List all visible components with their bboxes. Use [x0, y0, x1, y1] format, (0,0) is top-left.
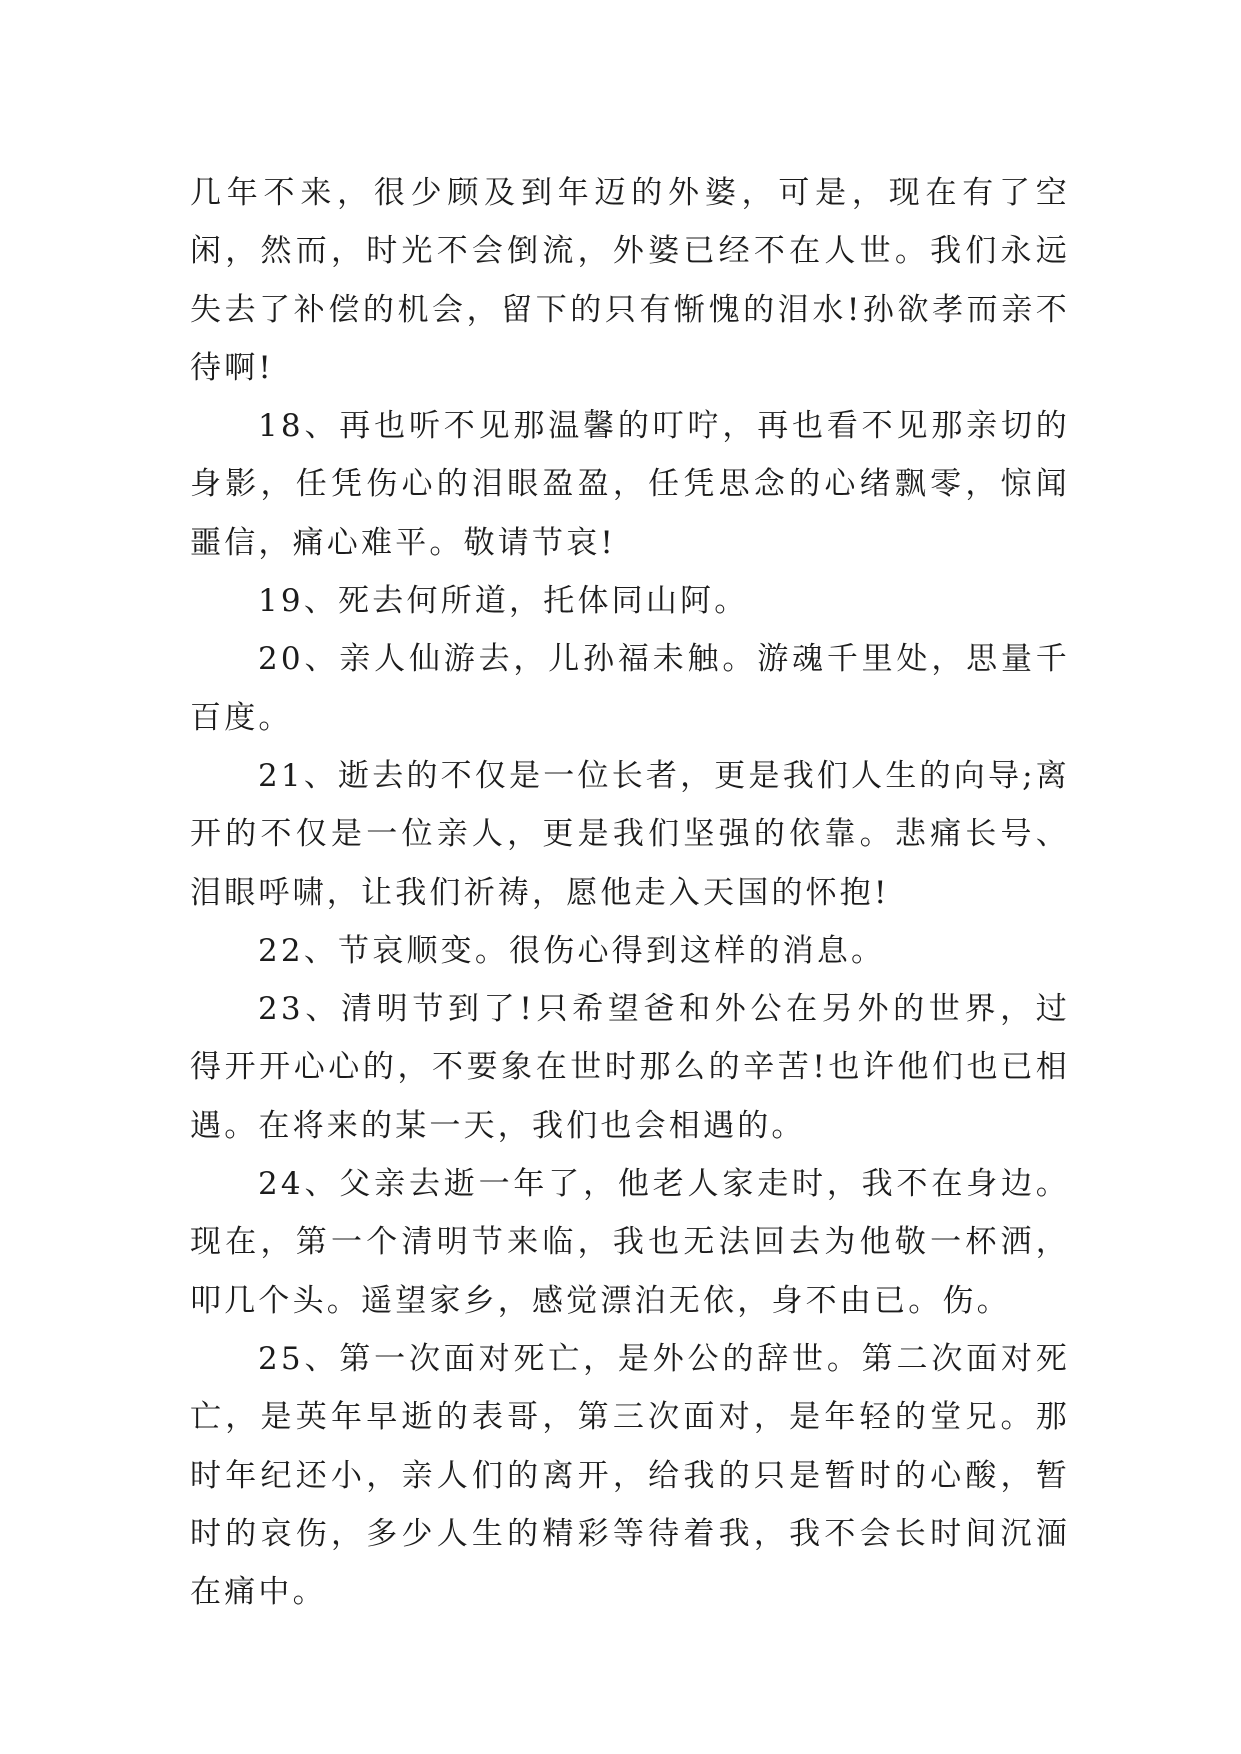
paragraph-20: 20、亲人仙游去，儿孙福未触。游魂千里处，思量千百度。	[190, 641, 1070, 736]
paragraph-25: 25、第一次面对死亡，是外公的辞世。第二次面对死亡，是英年早逝的表哥，第三次面对，是年轻的堂兄。那时年纪还小，亲人们的离开，给我的只是暂时的心酸，暂时的哀伤，多少人生的精彩等待着我，我不会长时间沉湎在痛中。	[190, 1340, 1070, 1611]
document-body	[190, 164, 1070, 1621]
paragraph-24: 24、父亲去逝一年了，他老人家走时，我不在身边。现在，第一个清明节来临，我也无法回去为他敬一杯洒，叩几个头。遥望家乡，感觉漂泊无依，身不由已。伤。	[190, 1166, 1070, 1319]
paragraph-22: 22、节哀顺变。很伤心得到这样的消息。	[258, 932, 886, 969]
paragraph-21: 21、逝去的不仅是一位长者，更是我们人生的向导;离开的不仅是一位亲人，更是我们坚强的依靠。悲痛长号、泪眼呼啸，让我们祈祷，愿他走入天国的怀抱!	[190, 757, 1070, 911]
paragraph-intro: 几年不来，很少顾及到年迈的外婆，可是，现在有了空闲，然而，时光不会倒流，外婆已经不在人世。我们永远失去了补偿的机会，留下的只有惭愧的泪水!孙欲孝而亲不待啊!	[190, 175, 1070, 386]
paragraph-18: 18、再也听不见那温馨的叮咛，再也看不见那亲切的身影，任凭伤心的泪眼盈盈，任凭思念的心绪飘零，惊闻噩信，痛心难平。敬请节哀!	[190, 408, 1070, 561]
paragraph-23: 23、清明节到了!只希望爸和外公在另外的世界，过得开开心心的，不要象在世时那么的辛苦!也许他们也已相遇。在将来的某一天，我们也会相遇的。	[190, 991, 1070, 1144]
paragraph-19: 19、死去何所道，托体同山阿。	[258, 583, 749, 620]
